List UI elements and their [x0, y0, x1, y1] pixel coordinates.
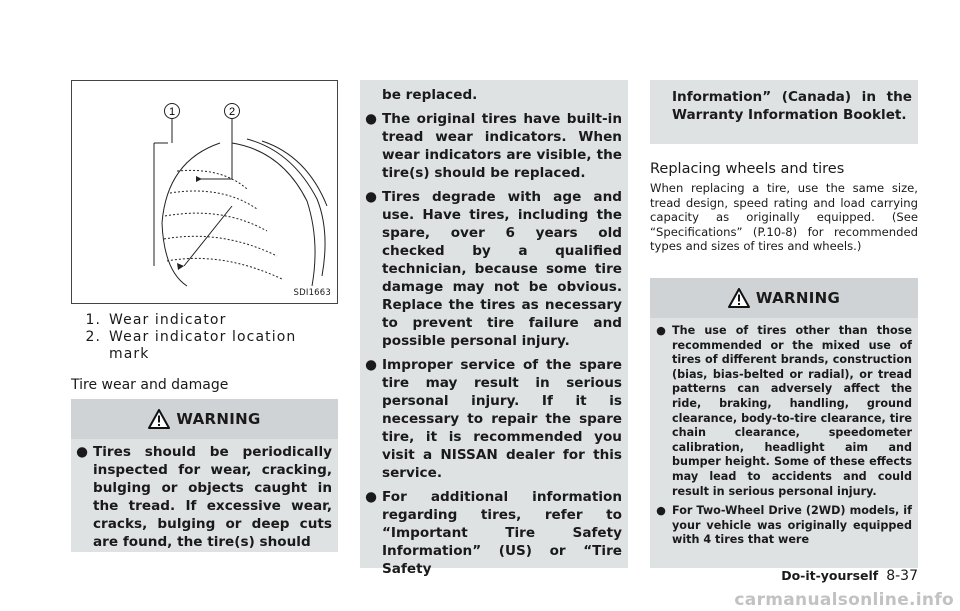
legend-item-1: 1. Wear indicator — [85, 312, 227, 328]
footer-section: Do-it-yourself — [781, 568, 879, 583]
warning-bullet: ● Tires degrade with age and use. Have tires, including the spare, over 6 years old checked by a qualified technician, because some tire damage may not be obvious. Replace the tires as necessary to prevent tire failure and possible personal injury. — [360, 188, 628, 350]
warning-title: WARNING — [650, 278, 918, 318]
subheading-tire-wear: Tire wear and damage — [71, 377, 229, 393]
warning-box-1-end — [650, 80, 918, 144]
page-footer — [781, 568, 918, 584]
warning-triangle-icon — [728, 288, 750, 308]
callout-2: 2 — [228, 106, 236, 118]
watermark: carmanualsonline.info — [734, 590, 954, 610]
warning-box-1-continued — [360, 80, 628, 577]
warning-bullet: ● The use of tires other than those recommended or the mixed use of tires of different brands, construction (bias, bias-belted or radial), or tread patterns can adversely affect the ride, braking, handling, ground clearance, body-to-tire clearance, tire chain clearance, speedometer calibration, headlight aim and bumper height. Some of these effects may lead to accidents and could result in serious personal injury. — [650, 324, 918, 499]
warning-box-1 — [71, 399, 338, 552]
warning-triangle-icon — [148, 409, 170, 429]
warning-box-2 — [650, 278, 918, 568]
bullet-icon: ● — [76, 444, 88, 460]
figure-legend — [71, 312, 338, 363]
warning-bullet-continued: be replaced. — [382, 87, 478, 103]
section-body-replacing: When replacing a tire, use the same size, tread design, speed rating and load carrying capacity as originally equipped. (See “Specifications” (P.10-8) for recommended types and sizes of tires and wheels.) — [650, 181, 918, 254]
warning-bullet: ● Improper service of the spare tire may result in serious personal injury. If it is necessary to repair the spare tire, it is recommended you visit a NISSAN dealer for this service. — [360, 356, 628, 482]
warning-title: WARNING — [71, 399, 338, 439]
bullet-icon: ● — [365, 189, 377, 205]
figure-code: SDI1663 — [293, 288, 331, 298]
page-number: 8-37 — [886, 568, 918, 584]
callout-1: 1 — [168, 106, 176, 118]
legend-item-2: 2. Wear indicator location mark — [85, 329, 297, 362]
bullet-icon: ● — [365, 111, 377, 127]
bullet-icon: ● — [365, 489, 377, 505]
warning-bullet: ● For Two-Wheel Drive (2WD) models, if your vehicle was originally equipped with 4 tires that were — [650, 504, 918, 548]
bullet-icon: ● — [656, 324, 666, 337]
bullet-icon: ● — [656, 504, 666, 518]
warning-bullet: ● The original tires have built-in tread wear indicators. When wear indicators are visible, the tire(s) should be replaced. — [360, 110, 628, 182]
tire-wear-figure — [71, 80, 338, 304]
section-heading-replacing: Replacing wheels and tires — [650, 161, 845, 177]
warning-bullet: ● For additional information regarding tires, refer to “Important Tire Safety Information” (US) or “Tire Safety — [360, 488, 628, 578]
warning-bullet: ● Tires should be periodically inspected for wear, cracking, bulging or objects caught in the tread. If excessive wear, cracks, bulging or deep cuts are found, the tire(s) should — [71, 443, 338, 551]
tire-illustration — [72, 81, 337, 303]
bullet-icon: ● — [365, 357, 377, 373]
warning-bullet-continued: Information” (Canada) in the Warranty Information Booklet. — [672, 89, 912, 123]
